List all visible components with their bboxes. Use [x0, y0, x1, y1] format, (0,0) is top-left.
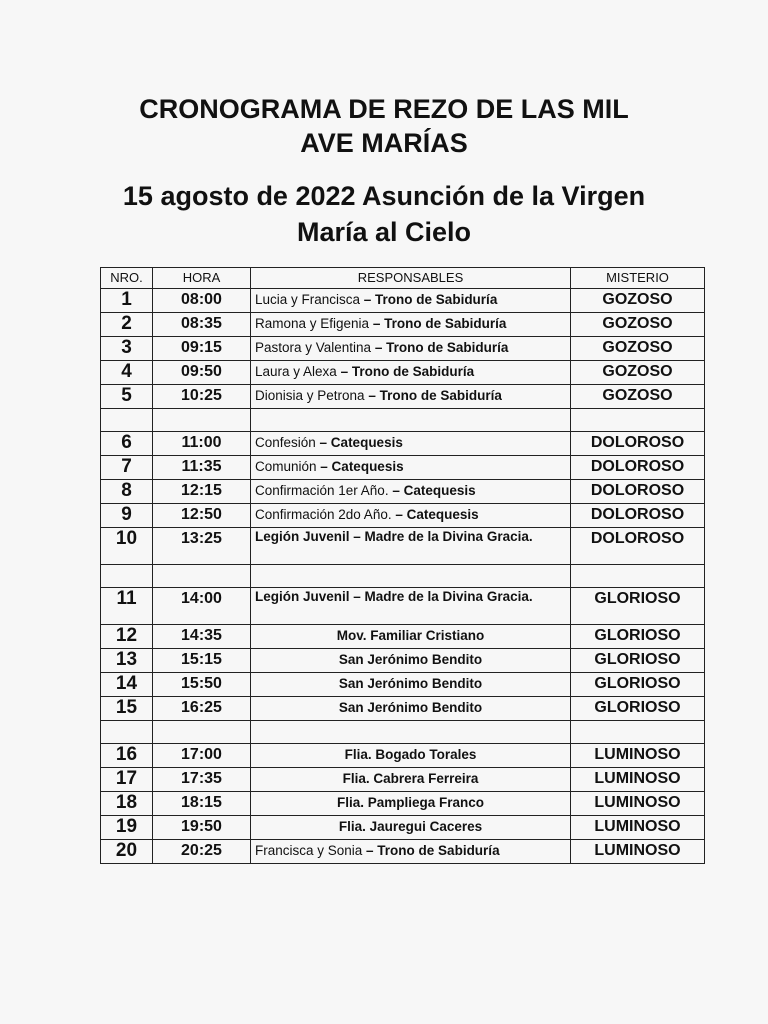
row-responsables	[251, 673, 571, 697]
responsable-names: Dionisia y Petrona	[255, 388, 365, 403]
responsable-names: Laura y Alexa	[255, 364, 337, 379]
row-misterio: DOLOROSO	[571, 432, 705, 456]
spacer-cell	[251, 409, 571, 432]
row-responsables	[251, 792, 571, 816]
spacer-cell	[101, 409, 153, 432]
title-line-2: AVE MARÍAS	[300, 128, 468, 158]
table-row	[101, 673, 705, 697]
responsable-group: – Catequesis	[316, 459, 404, 474]
table-row	[101, 816, 705, 840]
subtitle-line-2: María al Cielo	[296, 217, 472, 247]
row-number: 7	[101, 456, 153, 480]
row-misterio: LUMINOSO	[571, 792, 705, 816]
row-misterio: LUMINOSO	[571, 768, 705, 792]
row-number: 5	[101, 385, 153, 409]
table-row	[101, 504, 705, 528]
row-number: 1	[101, 289, 153, 313]
responsable-names: Confirmación 2do Año.	[255, 507, 392, 522]
spacer-cell	[153, 721, 251, 744]
schedule-table	[100, 267, 705, 864]
row-responsables	[251, 337, 571, 361]
row-time: 15:50	[153, 673, 251, 697]
responsable-group: San Jerónimo Bendito	[338, 676, 483, 691]
row-misterio: GOZOSO	[571, 361, 705, 385]
row-misterio: DOLOROSO	[571, 456, 705, 480]
responsable-group: – Trono de Sabiduría	[371, 340, 509, 355]
row-time: 17:00	[153, 744, 251, 768]
responsable-names: Confirmación 1er Año.	[255, 483, 389, 498]
row-misterio: GLORIOSO	[571, 697, 705, 721]
row-number: 11	[101, 588, 153, 625]
spacer-cell	[251, 565, 571, 588]
responsable-group: Mov. Familiar Cristiano	[336, 628, 485, 643]
row-misterio: GLORIOSO	[571, 588, 705, 625]
table-row	[101, 792, 705, 816]
row-misterio: DOLOROSO	[571, 504, 705, 528]
row-number: 14	[101, 673, 153, 697]
responsable-group: Legión Juvenil – Madre de la Divina Gracia.	[255, 529, 533, 544]
row-number: 20	[101, 840, 153, 864]
row-number: 3	[101, 337, 153, 361]
row-number: 8	[101, 480, 153, 504]
table-row	[101, 480, 705, 504]
row-time: 12:15	[153, 480, 251, 504]
document-subtitle	[0, 178, 768, 250]
row-time: 14:00	[153, 588, 251, 625]
row-number: 18	[101, 792, 153, 816]
spacer-row	[101, 721, 705, 744]
responsable-names: Francisca y Sonia	[255, 843, 363, 858]
table-row	[101, 588, 705, 625]
responsable-group: – Catequesis	[388, 483, 476, 498]
row-misterio: GLORIOSO	[571, 673, 705, 697]
row-responsables	[251, 588, 571, 625]
table-row	[101, 361, 705, 385]
row-time: 15:15	[153, 649, 251, 673]
row-misterio: DOLOROSO	[571, 528, 705, 565]
header-hora: HORA	[153, 268, 251, 289]
responsable-group: Flia. Pampliega Franco	[336, 795, 485, 810]
row-time: 16:25	[153, 697, 251, 721]
row-number: 15	[101, 697, 153, 721]
row-time: 14:35	[153, 625, 251, 649]
schedule-body	[101, 289, 705, 864]
row-misterio: GOZOSO	[571, 337, 705, 361]
spacer-cell	[571, 721, 705, 744]
responsable-group: – Trono de Sabiduría	[362, 843, 500, 858]
responsable-group: Flia. Cabrera Ferreira	[342, 771, 479, 786]
spacer-cell	[153, 565, 251, 588]
row-misterio: GLORIOSO	[571, 625, 705, 649]
header-misterio: MISTERIO	[571, 268, 705, 289]
row-time: 20:25	[153, 840, 251, 864]
row-misterio: GOZOSO	[571, 313, 705, 337]
row-responsables	[251, 480, 571, 504]
header-responsables: RESPONSABLES	[251, 268, 571, 289]
header-nro: NRO.	[101, 268, 153, 289]
row-responsables	[251, 528, 571, 565]
row-number: 2	[101, 313, 153, 337]
row-number: 10	[101, 528, 153, 565]
row-time: 10:25	[153, 385, 251, 409]
row-misterio: LUMINOSO	[571, 840, 705, 864]
responsable-group: Flia. Jauregui Caceres	[338, 819, 483, 834]
row-misterio: LUMINOSO	[571, 816, 705, 840]
table-row	[101, 840, 705, 864]
row-misterio: GOZOSO	[571, 385, 705, 409]
responsable-group: – Trono de Sabiduría	[336, 364, 475, 379]
row-time: 17:35	[153, 768, 251, 792]
row-time: 08:00	[153, 289, 251, 313]
responsable-group: – Trono de Sabiduría	[369, 316, 507, 331]
responsable-group: San Jerónimo Bendito	[338, 652, 483, 667]
table-row	[101, 456, 705, 480]
title-line-1: CRONOGRAMA DE REZO DE LAS MIL	[139, 94, 629, 124]
row-responsables	[251, 840, 571, 864]
spacer-cell	[571, 409, 705, 432]
table-row	[101, 385, 705, 409]
row-time: 11:00	[153, 432, 251, 456]
responsable-group: – Trono de Sabiduría	[364, 388, 502, 403]
row-number: 16	[101, 744, 153, 768]
row-responsables	[251, 625, 571, 649]
table-row	[101, 744, 705, 768]
row-number: 6	[101, 432, 153, 456]
document-title	[0, 92, 768, 160]
spacer-cell	[571, 565, 705, 588]
row-responsables	[251, 697, 571, 721]
spacer-cell	[153, 409, 251, 432]
responsable-group: Legión Juvenil – Madre de la Divina Gracia.	[255, 589, 533, 604]
row-responsables	[251, 816, 571, 840]
responsable-group: – Catequesis	[315, 435, 403, 450]
row-number: 19	[101, 816, 153, 840]
row-number: 9	[101, 504, 153, 528]
row-time: 13:25	[153, 528, 251, 565]
row-responsables	[251, 768, 571, 792]
spacer-row	[101, 409, 705, 432]
row-responsables	[251, 313, 571, 337]
row-responsables	[251, 744, 571, 768]
row-number: 17	[101, 768, 153, 792]
responsable-names: Lucia y Francisca	[255, 292, 361, 307]
responsable-group: Flia. Bogado Torales	[344, 747, 477, 762]
table-row	[101, 697, 705, 721]
row-time: 11:35	[153, 456, 251, 480]
row-time: 08:35	[153, 313, 251, 337]
responsable-names: Comunión	[255, 459, 317, 474]
row-misterio: GLORIOSO	[571, 649, 705, 673]
responsable-names: Pastora y Valentina	[255, 340, 372, 355]
row-responsables	[251, 504, 571, 528]
table-row	[101, 528, 705, 565]
row-number: 13	[101, 649, 153, 673]
responsable-group: – Trono de Sabiduría	[360, 292, 498, 307]
spacer-row	[101, 565, 705, 588]
row-responsables	[251, 289, 571, 313]
row-number: 12	[101, 625, 153, 649]
row-responsables	[251, 361, 571, 385]
row-responsables	[251, 456, 571, 480]
row-time: 09:50	[153, 361, 251, 385]
row-responsables	[251, 432, 571, 456]
responsable-names: Confesión	[255, 435, 316, 450]
responsable-group: – Catequesis	[391, 507, 479, 522]
responsable-names: Ramona y Efigenia	[255, 316, 370, 331]
row-responsables	[251, 385, 571, 409]
row-misterio: GOZOSO	[571, 289, 705, 313]
table-header-row	[101, 268, 705, 289]
table-row	[101, 649, 705, 673]
responsable-group: San Jerónimo Bendito	[338, 700, 483, 715]
table-row	[101, 625, 705, 649]
table-row	[101, 337, 705, 361]
spacer-cell	[101, 721, 153, 744]
row-time: 09:15	[153, 337, 251, 361]
table-row	[101, 768, 705, 792]
row-number: 4	[101, 361, 153, 385]
row-time: 18:15	[153, 792, 251, 816]
table-row	[101, 432, 705, 456]
row-responsables	[251, 649, 571, 673]
subtitle-line-1: 15 agosto de 2022 Asunción de la Virgen	[122, 181, 646, 211]
row-time: 12:50	[153, 504, 251, 528]
spacer-cell	[101, 565, 153, 588]
spacer-cell	[251, 721, 571, 744]
row-time: 19:50	[153, 816, 251, 840]
table-row	[101, 313, 705, 337]
row-misterio: DOLOROSO	[571, 480, 705, 504]
row-misterio: LUMINOSO	[571, 744, 705, 768]
table-row	[101, 289, 705, 313]
